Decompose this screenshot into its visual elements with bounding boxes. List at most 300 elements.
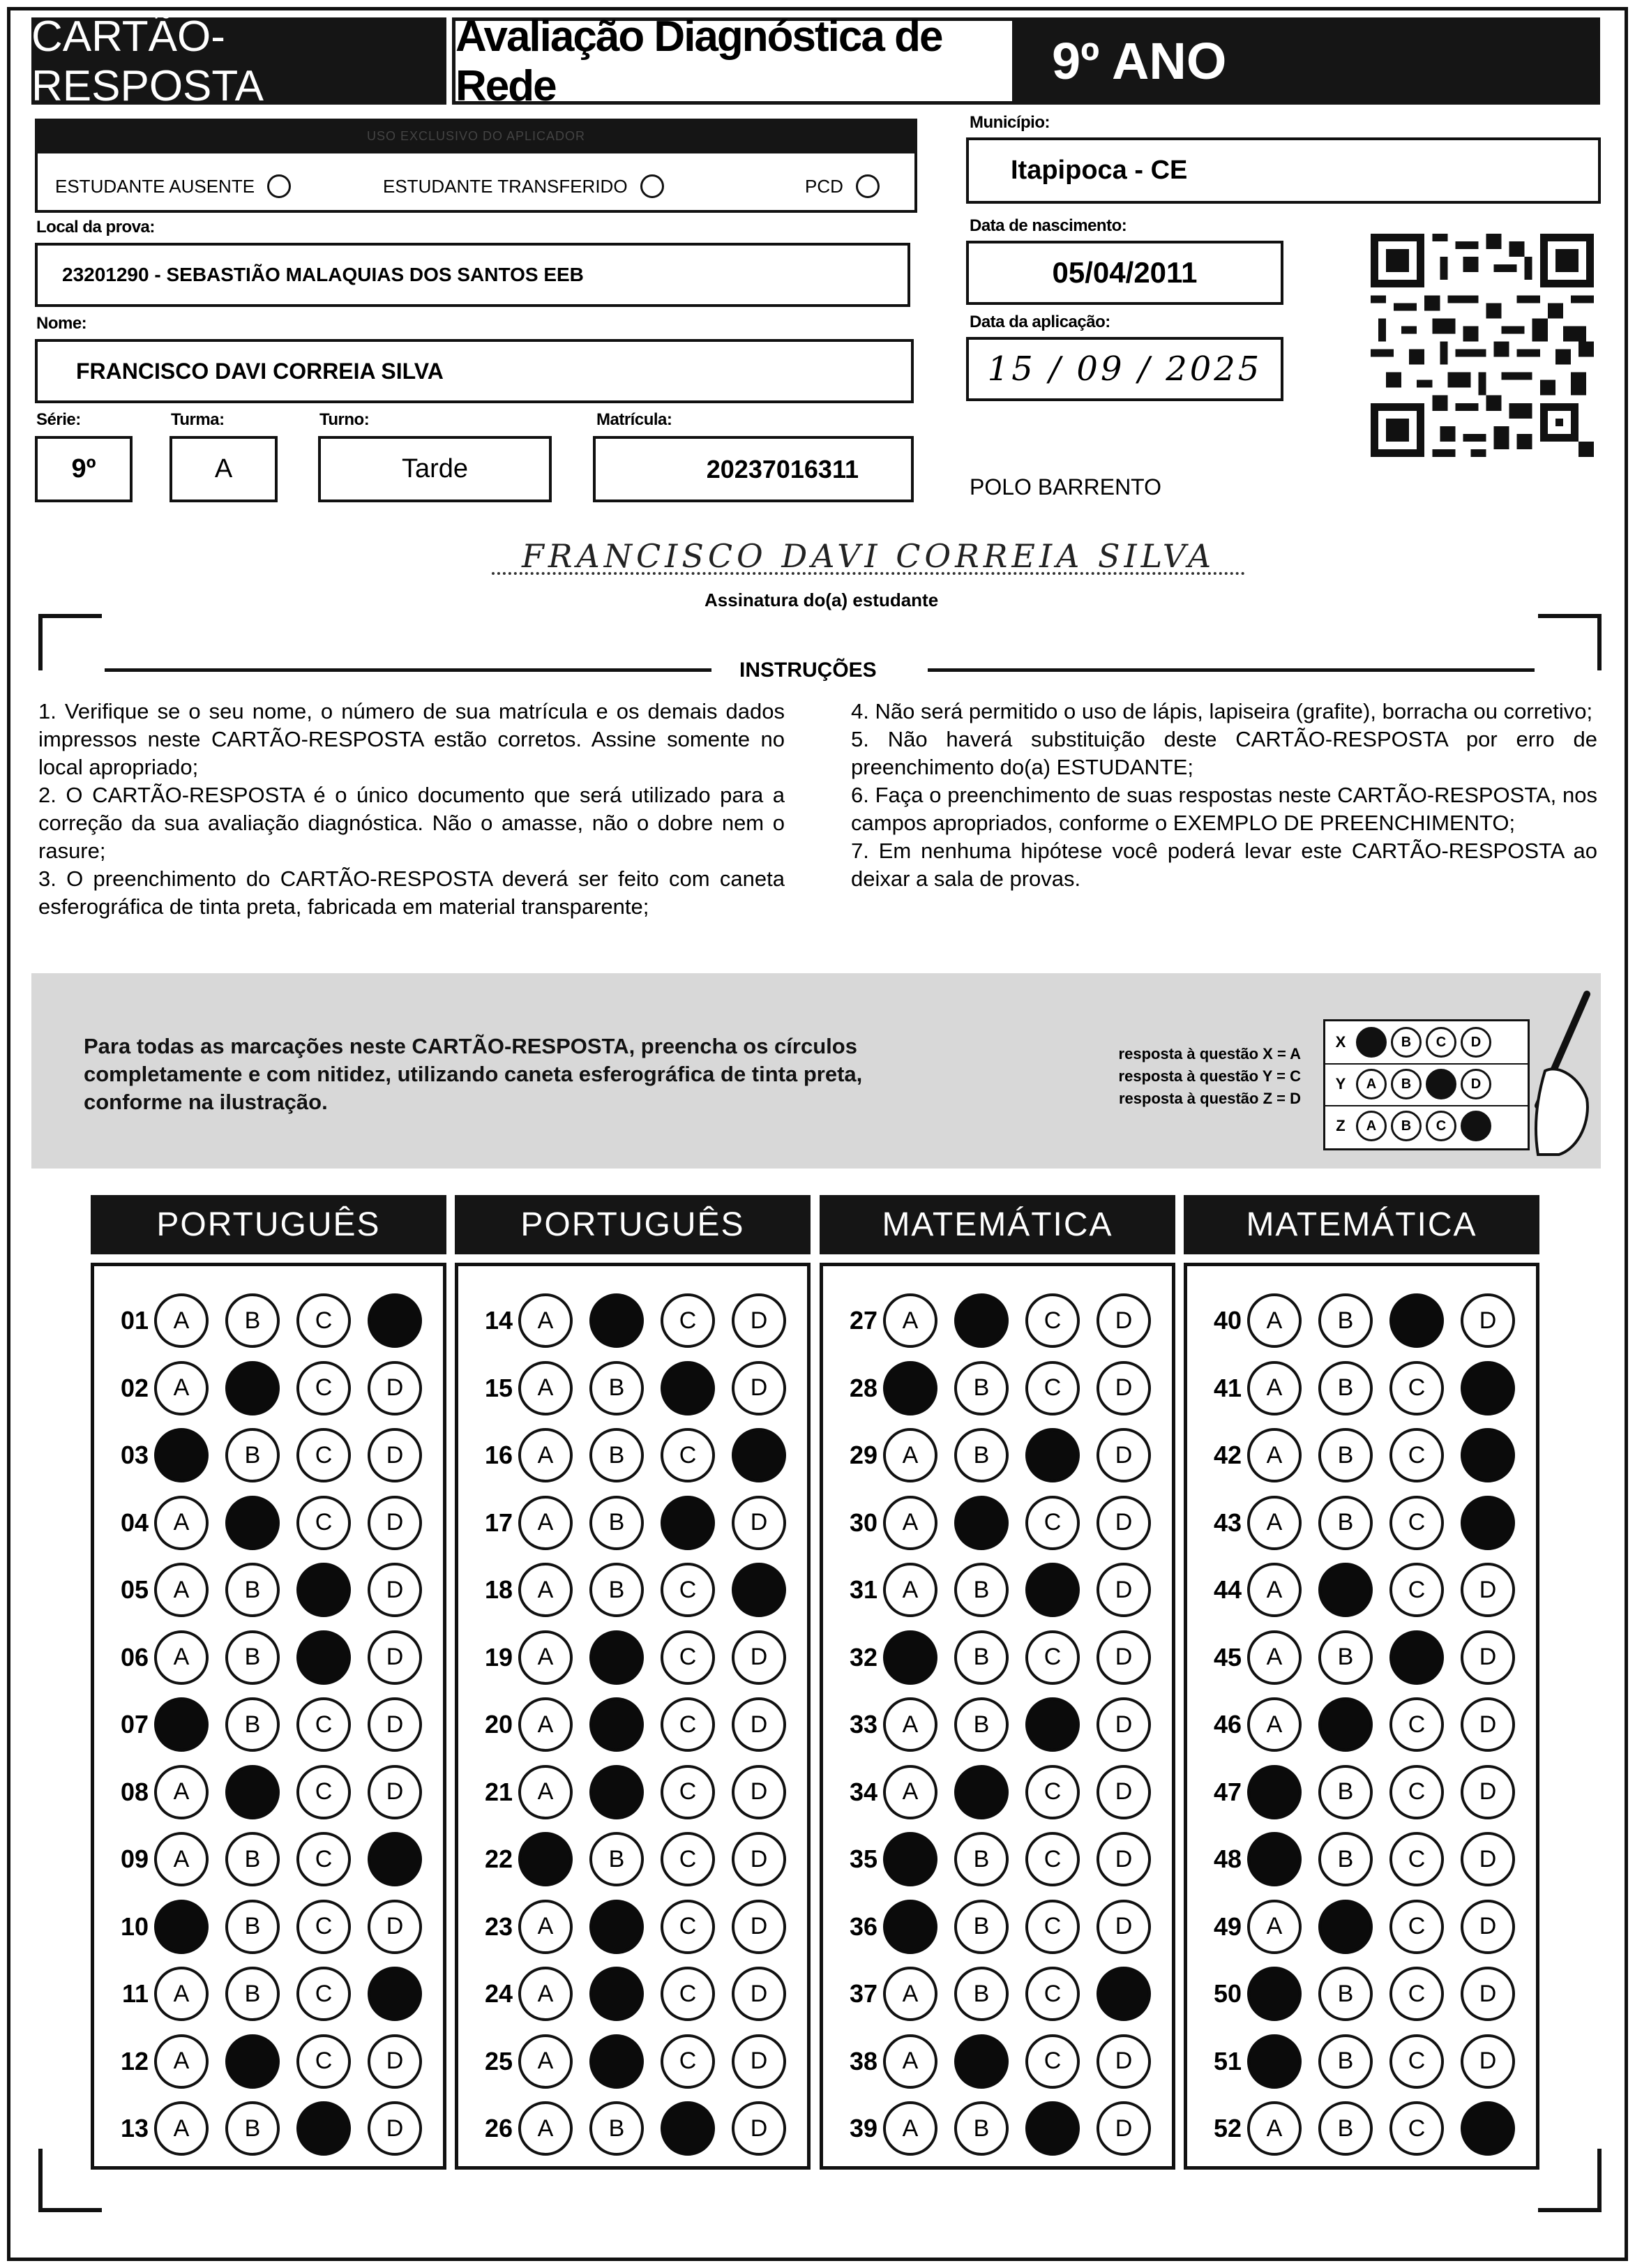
answer-bubble-b[interactable]: B: [589, 2101, 644, 2156]
corner-mark-top-right: [1538, 614, 1602, 670]
answer-bubble-a[interactable]: A: [883, 1496, 937, 1550]
answer-bubble-c[interactable]: [661, 1496, 715, 1550]
question-row: [107, 1899, 439, 1955]
answer-bubble-a[interactable]: A: [883, 2101, 937, 2156]
answer-bubble-a[interactable]: A: [883, 1967, 937, 2021]
answer-bubble-c[interactable]: [296, 1630, 351, 1685]
answer-bubble-a[interactable]: [154, 1900, 209, 1954]
example-row: [1325, 1105, 1528, 1147]
answer-bubble-d[interactable]: D: [368, 1630, 422, 1685]
registration-field: 20237016311: [593, 436, 914, 502]
question-number: 50: [1213, 1979, 1242, 2008]
answer-bubble-c[interactable]: [296, 2101, 351, 2156]
answer-bubble-c[interactable]: C: [296, 1428, 351, 1482]
answer-bubble-d[interactable]: D: [368, 2101, 422, 2156]
answer-bubble-b[interactable]: B: [954, 1832, 1009, 1886]
answer-bubble-c[interactable]: C: [661, 1428, 715, 1482]
answer-bubble-a[interactable]: A: [883, 1697, 937, 1752]
answer-bubble-c[interactable]: C: [661, 1765, 715, 1819]
answer-bubble-b[interactable]: [225, 1361, 280, 1415]
answer-bubble-c[interactable]: C: [296, 1361, 351, 1415]
signature-line: [492, 572, 1245, 575]
answer-bubble-d[interactable]: D: [1097, 1563, 1151, 1617]
answer-bubble-a[interactable]: A: [1247, 1293, 1302, 1348]
answer-bubble-d[interactable]: D: [732, 1697, 786, 1752]
answer-bubble-d[interactable]: D: [1097, 1697, 1151, 1752]
question-number: 20: [484, 1710, 513, 1738]
answer-bubble-d[interactable]: D: [368, 1697, 422, 1752]
question-row: [107, 1630, 439, 1685]
answer-bubble-b[interactable]: B: [225, 1293, 280, 1348]
answer-bubble-c[interactable]: [661, 2101, 715, 2156]
answer-bubble-b[interactable]: [1318, 1697, 1373, 1752]
answer-bubble-d[interactable]: D: [732, 1496, 786, 1550]
answer-bubble-b[interactable]: B: [954, 1563, 1009, 1617]
answer-bubble-c[interactable]: [1389, 1630, 1444, 1685]
corner-mark-top-left: [38, 614, 102, 670]
answer-bubble-c[interactable]: C: [296, 1832, 351, 1886]
example-question-label: Y: [1335, 1075, 1346, 1092]
answer-bubble-a[interactable]: A: [154, 1765, 209, 1819]
answer-bubble-c[interactable]: C: [1025, 1900, 1080, 1954]
answer-bubble-a[interactable]: A: [154, 1361, 209, 1415]
answer-bubble-a[interactable]: [1247, 1832, 1302, 1886]
answer-bubble-b[interactable]: B: [954, 1361, 1009, 1415]
answer-bubble-a[interactable]: A: [883, 1765, 937, 1819]
answer-bubble-a[interactable]: A: [154, 2034, 209, 2089]
question-number: 48: [1213, 1845, 1242, 1873]
answer-bubble-a[interactable]: A: [883, 1563, 937, 1617]
answer-bubble-d[interactable]: D: [1097, 1496, 1151, 1550]
question-number: 28: [849, 1373, 877, 1402]
shift-label: Turno:: [319, 410, 370, 429]
answer-bubble-d[interactable]: D: [732, 1832, 786, 1886]
answer-bubble-b[interactable]: B: [1318, 1428, 1373, 1482]
answer-bubble-a[interactable]: [883, 1900, 937, 1954]
subject-header: MATEMÁTICA: [820, 1195, 1175, 1254]
answer-bubble-b[interactable]: B: [589, 1428, 644, 1482]
question-number: 35: [849, 1845, 877, 1873]
question-row: [1200, 1899, 1532, 1955]
answer-bubble-d[interactable]: D: [1461, 2034, 1515, 2089]
question-number: 15: [484, 1373, 513, 1402]
answer-bubble-a[interactable]: [883, 1361, 937, 1415]
answer-bubble-b[interactable]: B: [225, 1630, 280, 1685]
answer-bubble-a[interactable]: [1247, 1967, 1302, 2021]
answer-bubble-c[interactable]: [1025, 2101, 1080, 2156]
answer-bubble-b[interactable]: B: [1318, 1765, 1373, 1819]
answer-bubble-a[interactable]: A: [518, 1496, 573, 1550]
answer-bubble-c[interactable]: C: [296, 1496, 351, 1550]
pcd-option[interactable]: [805, 174, 880, 198]
answer-bubble-a[interactable]: [883, 1630, 937, 1685]
answer-bubble-d[interactable]: D: [368, 1496, 422, 1550]
name-field: FRANCISCO DAVI CORREIA SILVA: [35, 339, 914, 403]
exam-location-field: 23201290 - SEBASTIÃO MALAQUIAS DOS SANTOS EEB: [35, 243, 910, 307]
question-number: 19: [484, 1642, 513, 1672]
answer-bubble-a[interactable]: A: [518, 1697, 573, 1752]
answer-bubble-b[interactable]: B: [225, 1967, 280, 2021]
answer-bubble-a[interactable]: A: [154, 2101, 209, 2156]
answer-bubble-b[interactable]: B: [1318, 1630, 1373, 1685]
question-number: 34: [849, 1777, 877, 1806]
question-row: [836, 2034, 1168, 2089]
answer-bubble-a[interactable]: A: [154, 1832, 209, 1886]
answer-bubble-c[interactable]: C: [1025, 1361, 1080, 1415]
answer-column: [455, 1263, 811, 2170]
transferred-option[interactable]: [383, 174, 664, 198]
answer-bubble-d[interactable]: [1461, 1496, 1515, 1550]
question-row: [1200, 1427, 1532, 1483]
fill-example-text: Para todas as marcações neste CARTÃO-RESPOSTA, preencha os círculos completamente e com nitidez, utilizando caneta esferográfica de tinta preta, conforme na ilustração.: [84, 1034, 863, 1114]
answer-bubble-b[interactable]: [954, 1765, 1009, 1819]
answer-bubble-b[interactable]: B: [589, 1361, 644, 1415]
answer-bubble-a[interactable]: A: [1247, 2101, 1302, 2156]
applicator-status-box: [35, 153, 917, 213]
answer-bubble-d[interactable]: D: [1097, 1765, 1151, 1819]
answer-bubble-b[interactable]: B: [225, 1428, 280, 1482]
answer-bubble-b[interactable]: [589, 1900, 644, 1954]
answer-bubble-c[interactable]: C: [296, 1967, 351, 2021]
answer-bubble-c[interactable]: C: [661, 1563, 715, 1617]
question-number: 12: [120, 2046, 149, 2075]
answer-bubble-a[interactable]: A: [1247, 1428, 1302, 1482]
instructions-left: [38, 698, 785, 921]
answer-bubble-d[interactable]: D: [1097, 1900, 1151, 1954]
answer-bubble-b[interactable]: [954, 1293, 1009, 1348]
answer-bubble-a[interactable]: A: [883, 1293, 937, 1348]
question-number: 29: [849, 1441, 877, 1469]
answer-bubble-d[interactable]: D: [732, 1630, 786, 1685]
answer-bubble-d[interactable]: D: [1097, 1832, 1151, 1886]
question-number: 31: [849, 1575, 877, 1604]
answer-bubble-c[interactable]: C: [1389, 1697, 1444, 1752]
answer-bubble-d[interactable]: D: [1461, 1697, 1515, 1752]
student-signature: FRANCISCO DAVI CORREIA SILVA: [521, 537, 1216, 575]
question-row: [107, 1427, 439, 1483]
answer-bubble-a[interactable]: [1247, 1765, 1302, 1819]
answer-bubble-d[interactable]: D: [732, 2101, 786, 2156]
instruction-1: 1. Verifique se o seu nome, o número de sua matrícula e os demais dados impressos neste CARTÃO-RESPOSTA estão corretos. Assine somente no local apropriado;: [38, 699, 785, 779]
answer-bubble-a[interactable]: A: [518, 1563, 573, 1617]
question-number: 25: [484, 2046, 513, 2075]
polo-text: POLO BARRENTO: [970, 474, 1162, 500]
answer-bubble-d[interactable]: D: [1461, 1967, 1515, 2021]
question-number: 17: [484, 1508, 513, 1537]
answer-bubble-c[interactable]: [1025, 1697, 1080, 1752]
question-row: [471, 1427, 803, 1483]
answer-bubble-c[interactable]: C: [296, 2034, 351, 2089]
answer-bubble-b[interactable]: [1318, 1563, 1373, 1617]
series-field: 9º: [35, 436, 133, 502]
subject-header: PORTUGUÊS: [91, 1195, 446, 1254]
answer-bubble-d[interactable]: D: [368, 1361, 422, 1415]
answer-bubble-d[interactable]: D: [368, 1428, 422, 1482]
question-row: [471, 1899, 803, 1955]
answer-bubble-c[interactable]: C: [1025, 2034, 1080, 2089]
answer-bubble-b[interactable]: B: [225, 2101, 280, 2156]
fill-example-band: [31, 973, 1601, 1169]
answer-bubble-a[interactable]: A: [154, 1563, 209, 1617]
answer-bubble-d[interactable]: D: [1097, 1361, 1151, 1415]
question-number: 45: [1213, 1642, 1242, 1672]
question-number: 27: [849, 1306, 877, 1335]
answer-bubble-b[interactable]: B: [954, 1967, 1009, 2021]
transferred-label: ESTUDANTE TRANSFERIDO: [383, 175, 628, 197]
answer-bubble-b[interactable]: [225, 1496, 280, 1550]
answer-bubble-a[interactable]: A: [518, 1361, 573, 1415]
answer-bubble-a[interactable]: A: [1247, 1697, 1302, 1752]
answer-bubble-c[interactable]: C: [296, 1293, 351, 1348]
question-row: [836, 1562, 1168, 1618]
answer-bubble-c[interactable]: C: [1389, 2034, 1444, 2089]
answer-bubble-d[interactable]: D: [732, 1293, 786, 1348]
answer-bubble-c[interactable]: C: [1389, 1428, 1444, 1482]
instructions-right: [851, 698, 1597, 893]
answer-bubble-c[interactable]: [661, 1361, 715, 1415]
answer-bubble-d[interactable]: D: [1461, 1293, 1515, 1348]
answer-bubble-c[interactable]: C: [1025, 1832, 1080, 1886]
answer-bubble-b[interactable]: [589, 1765, 644, 1819]
instructions-rule-right: [928, 668, 1535, 672]
answer-bubble-c[interactable]: C: [661, 1293, 715, 1348]
grade-title: 9º ANO: [1016, 17, 1600, 105]
answer-bubble-b[interactable]: B: [1318, 1832, 1373, 1886]
question-row: [471, 1562, 803, 1618]
answer-bubble-d[interactable]: D: [732, 1900, 786, 1954]
answer-bubble-c[interactable]: C: [1025, 1765, 1080, 1819]
answer-bubble-c[interactable]: C: [296, 1900, 351, 1954]
answer-bubble-a[interactable]: A: [1247, 1496, 1302, 1550]
question-number: 52: [1213, 2114, 1242, 2142]
answer-bubble-b[interactable]: B: [589, 1496, 644, 1550]
answer-bubble-a[interactable]: [154, 1697, 209, 1752]
answer-bubble-a[interactable]: A: [518, 2034, 573, 2089]
answer-bubble-b[interactable]: B: [225, 1697, 280, 1752]
answer-bubble-d[interactable]: [1097, 1967, 1151, 2021]
question-row: [836, 1966, 1168, 2022]
example-bubble-a: A: [1356, 1111, 1387, 1141]
question-number: 44: [1213, 1575, 1242, 1604]
answer-bubble-c[interactable]: C: [1025, 1496, 1080, 1550]
answer-bubble-a[interactable]: A: [518, 1293, 573, 1348]
answer-bubble-b[interactable]: B: [589, 1832, 644, 1886]
answer-bubble-a[interactable]: A: [518, 2101, 573, 2156]
question-number: 37: [849, 1979, 877, 2008]
answer-bubble-a[interactable]: A: [518, 1967, 573, 2021]
answer-bubble-c[interactable]: C: [296, 1697, 351, 1752]
question-row: [1200, 1562, 1532, 1618]
answer-bubble-d[interactable]: D: [1461, 1630, 1515, 1685]
answer-bubble-a[interactable]: A: [1247, 1630, 1302, 1685]
example-row: [1325, 1021, 1528, 1065]
answer-bubble-c[interactable]: C: [661, 1697, 715, 1752]
answer-bubble-d[interactable]: D: [1097, 2101, 1151, 2156]
answer-bubble-c[interactable]: C: [661, 1967, 715, 2021]
instruction-6: 6. Faça o preenchimento de suas respostas neste CARTÃO-RESPOSTA, nos campos apropriados, conforme o EXEMPLO DE PREENCHIMENTO;: [851, 783, 1597, 835]
question-number: 09: [120, 1845, 149, 1873]
answer-bubble-d[interactable]: [368, 1832, 422, 1886]
subject-header: MATEMÁTICA: [1184, 1195, 1539, 1254]
transferred-bubble[interactable]: [640, 174, 664, 198]
card-title: CARTÃO-RESPOSTA: [31, 17, 446, 105]
answer-bubble-b[interactable]: B: [954, 1697, 1009, 1752]
answer-bubble-d[interactable]: [1461, 1361, 1515, 1415]
answer-bubble-d[interactable]: [732, 1428, 786, 1482]
question-row: [471, 2034, 803, 2089]
answer-bubble-d[interactable]: D: [1461, 1563, 1515, 1617]
answer-bubble-b[interactable]: B: [225, 1900, 280, 1954]
answer-bubble-b[interactable]: B: [225, 1563, 280, 1617]
answer-bubble-c[interactable]: C: [661, 1832, 715, 1886]
answer-bubble-a[interactable]: A: [154, 1496, 209, 1550]
answer-bubble-d[interactable]: [368, 1967, 422, 2021]
answer-bubble-c[interactable]: C: [661, 1900, 715, 1954]
answer-bubble-b[interactable]: [589, 1967, 644, 2021]
answer-bubble-a[interactable]: [154, 1428, 209, 1482]
question-number: 42: [1213, 1441, 1242, 1469]
answer-bubble-b[interactable]: B: [954, 1428, 1009, 1482]
answer-bubble-d[interactable]: [1461, 2101, 1515, 2156]
question-row: [107, 2034, 439, 2089]
answer-bubble-d[interactable]: D: [368, 1900, 422, 1954]
answer-bubble-b[interactable]: [1318, 1900, 1373, 1954]
answer-bubble-b[interactable]: B: [1318, 2034, 1373, 2089]
answer-bubble-c[interactable]: [1025, 1428, 1080, 1482]
answer-bubble-a[interactable]: A: [518, 1765, 573, 1819]
subject-header: PORTUGUÊS: [455, 1195, 811, 1254]
answer-bubble-b[interactable]: [225, 1765, 280, 1819]
answer-bubble-d[interactable]: D: [368, 2034, 422, 2089]
question-row: [836, 1427, 1168, 1483]
answer-bubble-c[interactable]: C: [1389, 1967, 1444, 2021]
answer-bubble-b[interactable]: [954, 2034, 1009, 2089]
answer-bubble-c[interactable]: C: [1389, 1361, 1444, 1415]
answer-bubble-c[interactable]: C: [1389, 2101, 1444, 2156]
question-number: 23: [484, 1912, 513, 1941]
answer-bubble-b[interactable]: B: [589, 1563, 644, 1617]
answer-bubble-b[interactable]: B: [1318, 1967, 1373, 2021]
answer-bubble-c[interactable]: C: [1025, 1967, 1080, 2021]
answer-bubble-d[interactable]: D: [368, 1563, 422, 1617]
answer-bubble-c[interactable]: C: [1389, 1765, 1444, 1819]
example-row: [1325, 1063, 1528, 1106]
answer-bubble-a[interactable]: [1247, 2034, 1302, 2089]
answer-bubble-a[interactable]: A: [1247, 1361, 1302, 1415]
answer-bubble-a[interactable]: [518, 1832, 573, 1886]
answer-column: [91, 1263, 446, 2170]
question-row: [1200, 1293, 1532, 1349]
answer-bubble-d[interactable]: D: [732, 1765, 786, 1819]
answer-bubble-a[interactable]: A: [883, 2034, 937, 2089]
answer-bubble-b[interactable]: B: [1318, 1293, 1373, 1348]
answer-bubble-d[interactable]: D: [1461, 1832, 1515, 1886]
answer-bubble-d[interactable]: D: [1097, 1293, 1151, 1348]
answer-bubble-c[interactable]: C: [661, 1630, 715, 1685]
fill-example-keys: [1036, 1043, 1301, 1110]
answer-bubble-a[interactable]: A: [518, 1630, 573, 1685]
answer-bubble-b[interactable]: [954, 1496, 1009, 1550]
answer-bubble-c[interactable]: [1389, 1293, 1444, 1348]
example-bubble-b: B: [1391, 1069, 1422, 1099]
answer-bubble-b[interactable]: [589, 1630, 644, 1685]
question-number: 10: [120, 1912, 149, 1941]
answer-bubble-c[interactable]: C: [1389, 1496, 1444, 1550]
absent-label: ESTUDANTE AUSENTE: [55, 175, 255, 197]
answer-bubble-c[interactable]: [296, 1563, 351, 1617]
absent-bubble[interactable]: [267, 174, 291, 198]
answer-bubble-a[interactable]: A: [1247, 1563, 1302, 1617]
exam-location-label: Local da prova:: [36, 218, 155, 236]
answer-bubble-b[interactable]: B: [954, 1900, 1009, 1954]
answer-bubble-a[interactable]: A: [1247, 1900, 1302, 1954]
answer-bubble-b[interactable]: B: [1318, 2101, 1373, 2156]
answer-bubble-c[interactable]: C: [661, 2034, 715, 2089]
question-number: 04: [120, 1508, 149, 1537]
question-row: [471, 1360, 803, 1416]
example-bubble-c: C: [1426, 1027, 1456, 1058]
answer-bubble-d[interactable]: D: [1461, 1765, 1515, 1819]
answer-bubble-b[interactable]: [589, 1293, 644, 1348]
answer-bubble-d[interactable]: D: [368, 1765, 422, 1819]
answer-bubble-d[interactable]: D: [732, 1967, 786, 2021]
answer-bubble-a[interactable]: A: [518, 1428, 573, 1482]
absent-option[interactable]: [55, 174, 291, 198]
answer-bubble-d[interactable]: [368, 1293, 422, 1348]
question-number: 18: [484, 1575, 513, 1604]
answer-bubble-c[interactable]: C: [1389, 1563, 1444, 1617]
answer-bubble-a[interactable]: [883, 1832, 937, 1886]
question-number: 49: [1213, 1912, 1242, 1941]
answer-bubble-d[interactable]: D: [1097, 1428, 1151, 1482]
answer-bubble-b[interactable]: [589, 2034, 644, 2089]
answer-bubble-c[interactable]: C: [296, 1765, 351, 1819]
answer-bubble-b[interactable]: B: [1318, 1496, 1373, 1550]
answer-bubble-a[interactable]: A: [154, 1630, 209, 1685]
answer-bubble-b[interactable]: B: [225, 1832, 280, 1886]
question-row: [1200, 1360, 1532, 1416]
question-row: [836, 1630, 1168, 1685]
answer-bubble-d[interactable]: [732, 1563, 786, 1617]
answer-bubble-c[interactable]: C: [1389, 1832, 1444, 1886]
answer-bubble-c[interactable]: C: [1025, 1630, 1080, 1685]
question-number: 14: [484, 1306, 513, 1335]
answer-bubble-a[interactable]: A: [883, 1428, 937, 1482]
answer-bubble-d[interactable]: [1461, 1428, 1515, 1482]
answer-bubble-a[interactable]: A: [154, 1293, 209, 1348]
answer-bubble-b[interactable]: B: [954, 2101, 1009, 2156]
answer-bubble-a[interactable]: A: [518, 1900, 573, 1954]
answer-bubble-c[interactable]: [1025, 1563, 1080, 1617]
answer-bubble-c[interactable]: C: [1389, 1900, 1444, 1954]
answer-bubble-b[interactable]: B: [954, 1630, 1009, 1685]
example-bubble-c: [1426, 1069, 1456, 1099]
answer-bubble-b[interactable]: [225, 2034, 280, 2089]
answer-bubble-c[interactable]: C: [1025, 1293, 1080, 1348]
pcd-bubble[interactable]: [856, 174, 880, 198]
answer-bubble-d[interactable]: D: [1097, 2034, 1151, 2089]
answer-bubble-d[interactable]: D: [1097, 1630, 1151, 1685]
answer-column: [1184, 1263, 1539, 2170]
answer-bubble-d[interactable]: D: [732, 1361, 786, 1415]
question-row: [1200, 1831, 1532, 1887]
answer-bubble-d[interactable]: D: [1461, 1900, 1515, 1954]
application-date-field: 15 / 09 / 2025: [966, 337, 1283, 401]
answer-bubble-b[interactable]: B: [1318, 1361, 1373, 1415]
answer-bubble-a[interactable]: A: [154, 1967, 209, 2021]
answer-bubble-d[interactable]: D: [732, 2034, 786, 2089]
answer-bubble-b[interactable]: [589, 1697, 644, 1752]
